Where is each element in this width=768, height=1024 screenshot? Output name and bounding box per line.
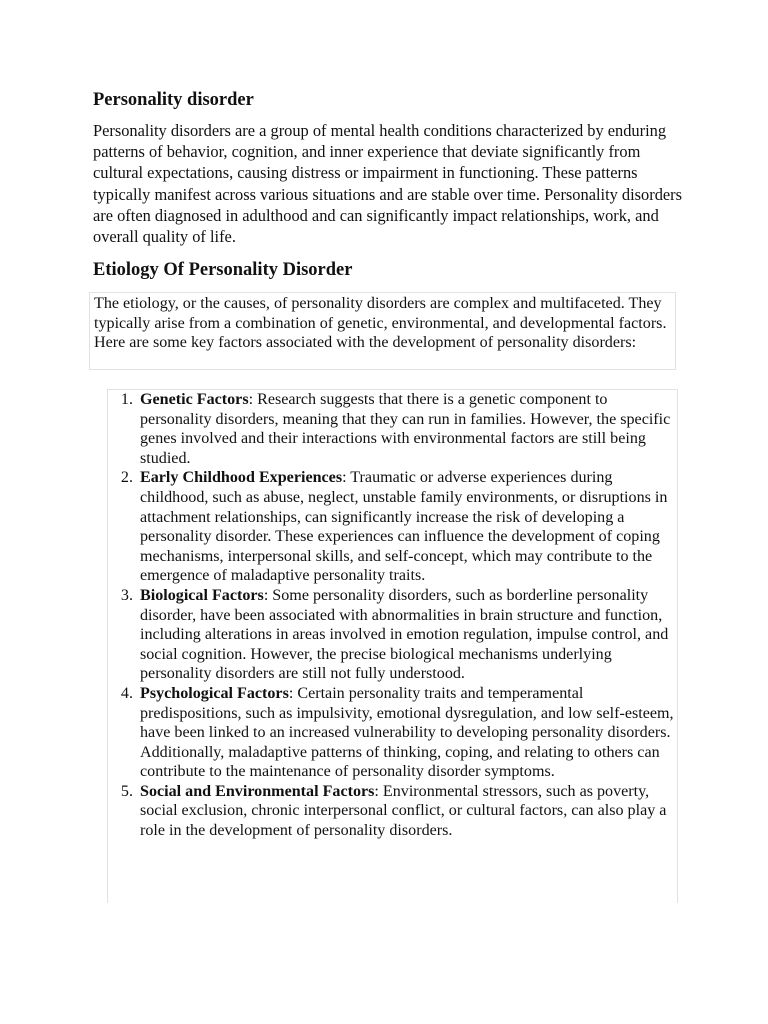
factor-number: 5. (120, 782, 133, 800)
factor-item-early-childhood (108, 468, 677, 586)
factors-list (108, 390, 677, 841)
intro-paragraph: Personality disorders are a group of mental health conditions characterized by enduring patterns of behavior, cognition, and inner experience that deviate significantly from cultural expectations, causing distress or impairment in functioning. These patterns typically manifest across various situations and are stable over time. Personality disorders are often diagnosed in adulthood and can significantly impact relationships, work, and overall quality of life. (93, 121, 683, 247)
factor-item-biological (108, 586, 677, 684)
factor-number: 1. (120, 391, 133, 408)
factor-description: : Traumatic or adverse experiences during childhood, such as abuse, neglect, unstable family environments, or disruptions in attachment relationships, can significantly increase the risk of developing a personality disorder. These experiences can influence the development of coping mechanisms, interpersonal skills, and self-concept, which may contribute to the emergence of maladaptive personality traits. (140, 469, 668, 585)
factor-description: : Environmental stressors, such as poverty, social exclusion, chronic interpersonal conflict, or cultural factors, can also play a role in the development of personality disorders. (140, 782, 667, 840)
factor-number: 3. (120, 586, 133, 604)
factor-term: Genetic Factors (140, 391, 249, 408)
factor-term: Biological Factors (140, 586, 264, 604)
factor-item-social-environmental (108, 782, 677, 841)
factor-description: : Some personality disorders, such as borderline personality disorder, have been associated with abnormalities in brain structure and function, including alterations in areas involved in emotion regulation, impulse control, and social cognition. However, the precise biological mechanisms underlying personality disorders are still not fully understood. (140, 586, 669, 683)
factor-term: Social and Environmental Factors (140, 782, 375, 800)
page-title: Personality disorder (93, 90, 254, 110)
factor-term: Psychological Factors (140, 684, 289, 702)
etiology-intro-box (89, 292, 676, 370)
factors-box (107, 389, 678, 903)
etiology-intro-text: The etiology, or the causes, of personality disorders are complex and multifaceted. They typically arise from a combination of genetic, environmental, and developmental factors. Here are some key factors associated with the development of personality disorders: (94, 295, 667, 352)
factor-description: : Certain personality traits and temperamental predispositions, such as impulsivity, emotional dysregulation, and low self-esteem, have been linked to an increased vulnerability to developing personality disorders. Additionally, maladaptive patterns of thinking, coping, and relating to others can contribute to the maintenance of personality disorder symptoms. (140, 684, 674, 781)
factor-item-genetic (108, 390, 677, 468)
etiology-heading: Etiology Of Personality Disorder (93, 260, 353, 280)
factor-number: 2. (120, 469, 133, 487)
factor-term: Early Childhood Experiences (140, 469, 343, 487)
factor-number: 4. (120, 684, 133, 702)
factor-description: : Research suggests that there is a genetic component to personality disorders, meaning that they can run in families. However, the specific genes involved and their interactions with environmental factors are still being studied. (140, 391, 671, 467)
factor-item-psychological (108, 684, 677, 782)
